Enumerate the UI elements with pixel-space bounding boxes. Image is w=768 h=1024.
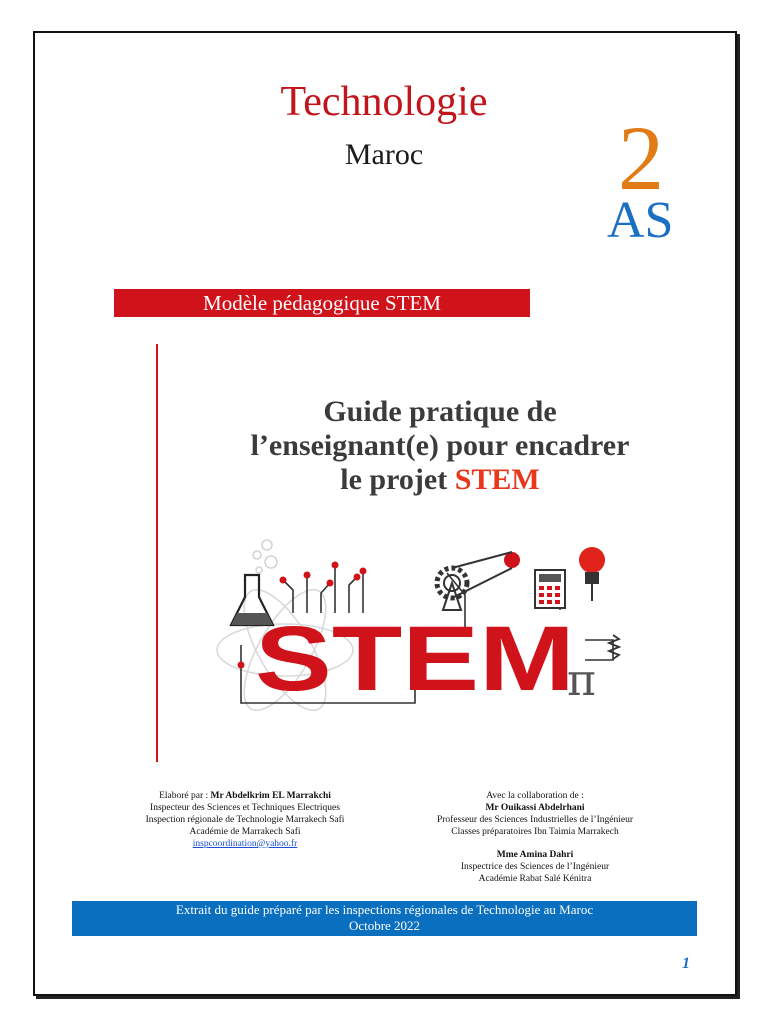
footer-line-2: Octobre 2022 [348,918,421,933]
collab1-place: Classes préparatoires Ibn Taimia Marrakech [451,827,619,837]
resistor-icon [609,635,619,659]
collab2-name: Mme Amina Dahri [496,850,574,860]
collab2-role: Inspectrice des Sciences de l’Ingénieur [460,862,610,872]
guide-line-2: l’enseignant(e) pour encadrer [250,429,630,462]
document-title: Technologie [280,79,488,125]
collaboration-credits [400,790,670,885]
collab1-role: Professeur des Sciences Industrielles de l’Ingénieur [436,815,633,825]
footer-line-1: Extrait du guide préparé par les inspections régionales de Technologie au Maroc [175,902,594,917]
grade-level: AS [607,192,674,249]
pi-symbol: π [567,655,596,706]
author-prefix: Elaboré par : [159,791,209,801]
author-name: Mr Abdelkrim EL Marrakchi [210,791,331,801]
bubbles-icon [253,540,277,573]
guide-stem-highlight: STEM [454,463,540,496]
lightbulb-icon [579,547,605,601]
collab2-place: Académie Rabat Salé Kénitra [478,874,592,884]
guide-heading [190,395,690,497]
author-role: Inspecteur des Sciences et Techniques Electriques [150,803,340,813]
model-banner: Modèle pédagogique STEM [114,289,530,317]
footer-banner [72,901,697,936]
collab1-name: Mr Ouikassi Abdelrhani [485,803,585,813]
author-credits [110,790,380,850]
infinity-symbol: ∞ [517,618,534,642]
author-email-link[interactable]: inspcoordination@yahoo.fr [192,839,298,849]
stem-logo [215,535,635,750]
gear-icon [437,552,520,610]
stem-logo-text: STEM [255,608,575,710]
grade-number: 2 [618,107,664,209]
guide-line-3 [190,463,690,497]
guide-line-3-prefix: le projet [340,463,448,496]
calculator-icon [535,570,565,608]
author-institution: Inspection régionale de Technologie Marrakech Safi [145,815,345,825]
decorative-vertical-line [156,344,158,762]
page-number: 1 [682,955,690,972]
guide-line-1: Guide pratique de [323,395,557,428]
collab-intro: Avec la collaboration de : [486,791,584,801]
country-subtitle: Maroc [344,138,424,171]
author-line [110,790,380,802]
author-academy: Académie de Marrakech Safi [189,827,301,837]
